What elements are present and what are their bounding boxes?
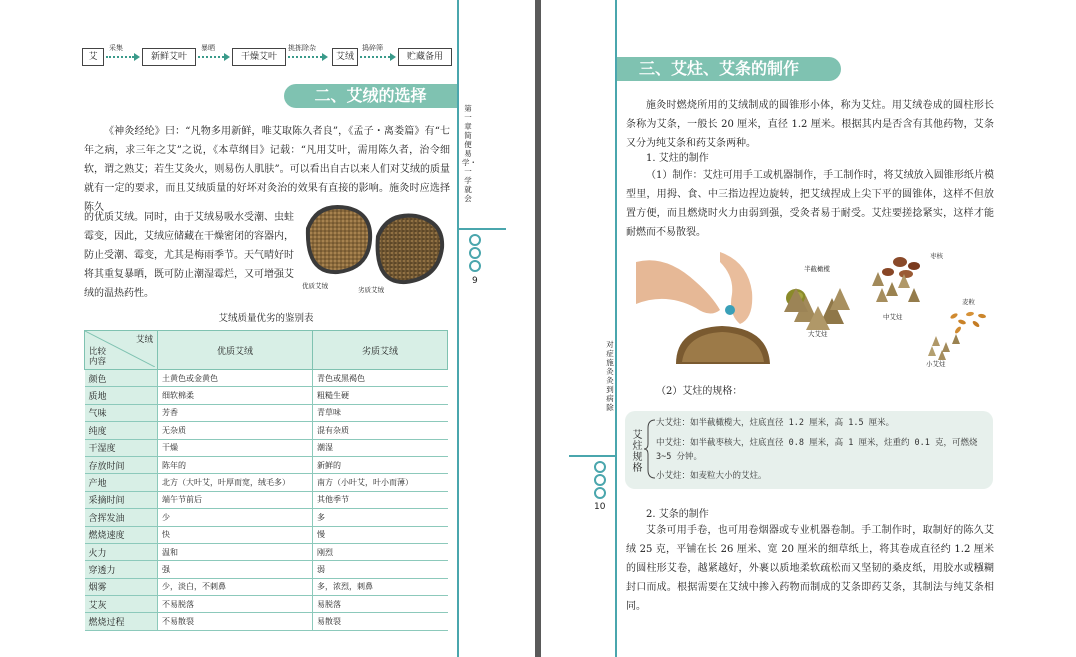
inferior-value: 潮湿	[313, 439, 448, 456]
section-title: 三、艾炷、艾条的制作	[617, 57, 841, 81]
paragraph: 《神灸经纶》曰：“凡物多用新鲜，唯艾取陈久者良”，《孟子・离娄篇》有“七年之病，求三年之艾”之说，《本草纲目》记载：“凡用艾叶，需用陈久者，治令细软，谓之熟艾；若生艾灸火，则易伤人肌肤”。可以看出自古以来人们对艾绒的质量就有一定的要求，而且艾绒质量的好坏对灸治的效果有直接的影响。施灸时应选择陈久	[84, 126, 450, 213]
corner-bottom-label: 比较	[89, 347, 107, 357]
row-label: 燃烧速度	[85, 526, 158, 543]
spec-item: 中艾炷：如半截枣核大，炷底直径 0.8 厘米，高 1 厘米，炷重约 0.1 克，可燃烧 3~5 分钟。	[656, 438, 978, 462]
premium-value: 温和	[158, 543, 313, 560]
image-label: 麦粒	[962, 298, 975, 306]
table-row	[85, 404, 448, 421]
inferior-value: 易脱落	[313, 596, 448, 613]
image-label: 中艾炷	[883, 313, 903, 321]
inferior-value: 易散裂	[313, 613, 448, 630]
inferior-value: 其他季节	[313, 491, 448, 508]
table-row	[85, 456, 448, 473]
row-label: 气味	[85, 404, 158, 421]
row-label: 产地	[85, 474, 158, 491]
inferior-value: 多，浓烈，刺鼻	[313, 578, 448, 595]
column-header: 劣质艾绒	[313, 331, 448, 370]
inferior-value: 青色或黑褐色	[313, 370, 448, 387]
tab-circle	[594, 461, 606, 473]
inferior-value: 南方（小叶艾，叶小而薄）	[313, 474, 448, 491]
row-label: 干湿度	[85, 439, 158, 456]
table-row	[85, 509, 448, 526]
page-number: 10	[594, 502, 606, 512]
moxa-quality-table	[84, 330, 448, 631]
inferior-value: 新鲜的	[313, 456, 448, 473]
premium-value: 芳香	[158, 404, 313, 421]
subheading: 1. 艾炷的制作	[646, 153, 709, 164]
row-label: 火力	[85, 543, 158, 560]
premium-value: 不易脱落	[158, 596, 313, 613]
premium-value: 细软棉柔	[158, 387, 313, 404]
table-row	[85, 543, 448, 560]
page-edge-line	[457, 0, 459, 657]
row-label: 燃烧过程	[85, 613, 158, 630]
spec-item: 小艾炷：如麦粒大小的艾炷。	[656, 471, 767, 481]
flow-step: 干燥艾叶	[232, 48, 286, 66]
flow-arrow	[198, 56, 224, 58]
spec-box-label: 艾炷规格	[632, 430, 643, 474]
table-row	[85, 526, 448, 543]
image-label: 枣核	[930, 252, 943, 260]
tab-circle	[594, 487, 606, 499]
spec-brace	[644, 416, 656, 482]
flow-arrow	[360, 56, 390, 58]
premium-value: 土黄色或金黄色	[158, 370, 313, 387]
table-row	[85, 613, 448, 630]
premium-value: 强	[158, 561, 313, 578]
premium-value: 无杂质	[158, 422, 313, 439]
inferior-value: 刚烈	[313, 543, 448, 560]
paragraph: 的优质艾绒。同时，由于艾绒易吸水受潮、虫蛀霉变，因此，艾绒应储藏在干燥密闭的容器内，防止受潮、霉变，尤其是梅雨季节。天气晴好时将其重复暴晒，既可防止潮湿霉烂，又可增强艾绒的温热药性。	[84, 212, 294, 299]
image-label: 大艾炷	[808, 330, 828, 338]
flow-action: 挑拣除杂	[288, 44, 316, 52]
flow-step: 新鲜艾叶	[142, 48, 196, 66]
table-corner-cell	[85, 331, 158, 370]
column-header: 优质艾绒	[158, 331, 313, 370]
inferior-value: 慢	[313, 526, 448, 543]
table-title: 艾绒质量优劣的鉴别表	[218, 313, 314, 324]
premium-value: 不易散裂	[158, 613, 313, 630]
tab-circle	[469, 234, 481, 246]
corner-bottom-label: 内容	[89, 357, 107, 367]
flow-action: 暴晒	[201, 44, 215, 52]
flow-arrow	[288, 56, 322, 58]
table-row	[85, 561, 448, 578]
flow-arrow	[106, 56, 134, 58]
table-row	[85, 387, 448, 404]
premium-value: 少，淡白，不刺鼻	[158, 578, 313, 595]
flow-step: 艾	[82, 48, 104, 66]
table-row	[85, 439, 448, 456]
row-label: 烟雾	[85, 578, 158, 595]
image-caption: 劣质艾绒	[358, 286, 384, 294]
premium-value: 北方（大叶艾，叶厚而宽，绒毛多）	[158, 474, 313, 491]
table-row	[85, 474, 448, 491]
row-label: 采摘时间	[85, 491, 158, 508]
flow-step: 贮藏备用	[398, 48, 452, 66]
row-label: 含挥发油	[85, 509, 158, 526]
inferior-value: 粗糙生硬	[313, 387, 448, 404]
spec-item: 大艾炷：如半截橄榄大，炷底直径 1.2 厘米，高 1.5 厘米。	[656, 418, 895, 428]
table-row	[85, 491, 448, 508]
table-header-row	[85, 331, 448, 370]
image-label: 小艾炷	[926, 360, 946, 368]
tab-divider-line	[459, 228, 506, 230]
processing-flow-chart	[82, 46, 452, 68]
inferior-value: 多	[313, 509, 448, 526]
subheading: （2）艾炷的规格：	[656, 386, 743, 397]
corner-top-label: 艾绒	[135, 335, 153, 345]
tab-divider-line	[569, 455, 616, 457]
paragraph: 艾条可用手卷，也可用卷烟器或专业机器卷制。手工制作时，取制好的陈久艾绒 25 克，平铺在长 26 厘米、宽 20 厘米的细草纸上，将其卷成直径约 1.2 厘米的圆柱形艾卷，越紧越好，外裹以质地柔软疏松而又坚韧的桑皮纸，用胶水或糨糊封口而成。根据需要在艾绒中掺入药物而制成的艾条即药艾条，其制法与纯艾条相同。	[626, 525, 994, 612]
row-label: 存放时间	[85, 456, 158, 473]
flow-action: 捣碎筛	[362, 44, 383, 52]
table-row	[85, 596, 448, 613]
chapter-side-tab: 对症施灸 灸到病除	[606, 340, 614, 412]
paragraph: 施灸时燃烧所用的艾绒制成的圆锥形小体，称为艾炷。用艾绒卷成的圆柱形长条称为艾条，一般长 20 厘米，直径 1.2 厘米。根据其内是否含有其他药物，艾条又分为纯艾条和药艾条两种。	[626, 100, 994, 149]
subheading: 2. 艾条的制作	[646, 509, 709, 520]
image-caption: 优质艾绒	[302, 282, 328, 290]
image-label: 半截橄榄	[804, 265, 830, 273]
section-title: 二、艾绒的选择	[284, 84, 457, 108]
inferior-value: 青草味	[313, 404, 448, 421]
premium-value: 干燥	[158, 439, 313, 456]
inferior-value: 混有杂质	[313, 422, 448, 439]
page-edge-line	[615, 0, 617, 657]
flow-step: 艾绒	[332, 48, 358, 66]
flow-action: 采集	[109, 44, 123, 52]
page-number: 9	[472, 276, 478, 286]
tab-circle	[469, 260, 481, 272]
tab-circle	[594, 474, 606, 486]
row-label: 质地	[85, 387, 158, 404]
premium-value: 少	[158, 509, 313, 526]
row-label: 纯度	[85, 422, 158, 439]
chapter-side-tab: 第一章 简便易学・一学就会	[462, 104, 477, 203]
tab-circle	[469, 247, 481, 259]
row-label: 艾灰	[85, 596, 158, 613]
premium-value: 陈年的	[158, 456, 313, 473]
table-row	[85, 422, 448, 439]
premium-value: 端午节前后	[158, 491, 313, 508]
table-row	[85, 578, 448, 595]
paragraph: （1）制作：艾炷可用手工或机器制作，手工制作时，将艾绒放入圆锥形纸片模型里，用拇、食、中三指边捏边旋转，把艾绒捏成上尖下平的圆锥体，这样不但放置方便，而且燃烧时火力由弱到强，受灸者易于耐受。艾炷要搓捻紧实，这样才能耐燃而不易散裂。	[626, 170, 994, 238]
row-label: 穿透力	[85, 561, 158, 578]
row-label: 颜色	[85, 370, 158, 387]
premium-value: 快	[158, 526, 313, 543]
inferior-value: 弱	[313, 561, 448, 578]
table-row	[85, 370, 448, 387]
